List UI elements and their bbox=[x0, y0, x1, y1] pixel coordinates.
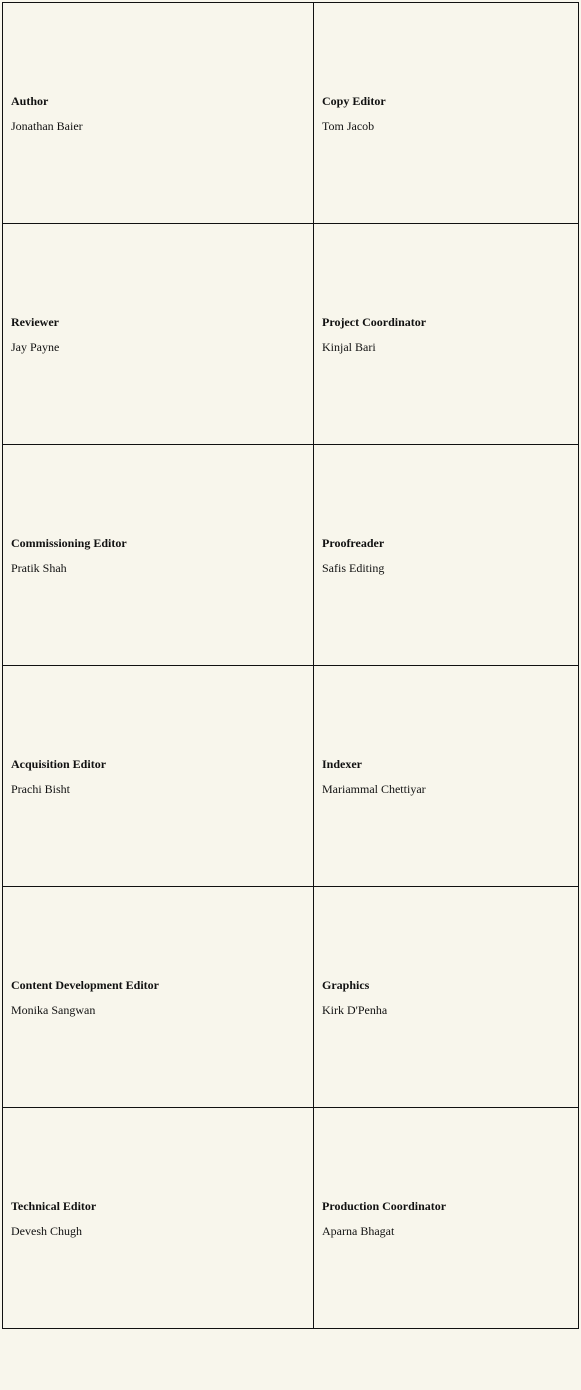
credit-cell bbox=[3, 887, 314, 1108]
credit-cell bbox=[3, 445, 314, 666]
credits-row bbox=[3, 666, 579, 887]
credit-name: Jonathan Baier bbox=[11, 118, 83, 133]
credits-row bbox=[3, 1108, 579, 1329]
credit-cell bbox=[314, 224, 579, 445]
credit-cell bbox=[314, 887, 579, 1108]
credit-cell bbox=[314, 1108, 579, 1329]
credit-cell bbox=[3, 666, 314, 887]
credit-role: Proofreader bbox=[322, 535, 385, 550]
credit-role: Project Coordinator bbox=[322, 314, 427, 329]
credit-name: Jay Payne bbox=[11, 339, 60, 354]
credit-role: Copy Editor bbox=[322, 93, 386, 108]
credit-role: Technical Editor bbox=[11, 1198, 97, 1213]
credit-name: Monika Sangwan bbox=[11, 1002, 96, 1017]
credit-cell bbox=[3, 224, 314, 445]
credit-cell bbox=[3, 3, 314, 224]
credit-role: Indexer bbox=[322, 756, 362, 771]
credit-cell bbox=[314, 666, 579, 887]
credit-cell bbox=[314, 3, 579, 224]
credit-name: Safis Editing bbox=[322, 560, 385, 575]
credit-name: Pratik Shah bbox=[11, 560, 67, 575]
credit-name: Mariammal Chettiyar bbox=[322, 781, 426, 796]
credit-name: Devesh Chugh bbox=[11, 1223, 82, 1238]
credits-row bbox=[3, 887, 579, 1108]
credit-role: Author bbox=[11, 93, 49, 108]
credit-name: Kirk D'Penha bbox=[322, 1002, 388, 1017]
credit-cell bbox=[3, 1108, 314, 1329]
credit-role: Commissioning Editor bbox=[11, 535, 127, 550]
credit-name: Tom Jacob bbox=[322, 118, 375, 133]
credit-role: Production Coordinator bbox=[322, 1198, 447, 1213]
credit-name: Prachi Bisht bbox=[11, 781, 70, 796]
credit-name: Kinjal Bari bbox=[322, 339, 376, 354]
credits-row bbox=[3, 445, 579, 666]
credit-cell bbox=[314, 445, 579, 666]
credit-role: Reviewer bbox=[11, 314, 59, 329]
credit-role: Graphics bbox=[322, 977, 370, 992]
credit-role: Acquisition Editor bbox=[11, 756, 107, 771]
credits-row bbox=[3, 3, 579, 224]
credits-table bbox=[2, 2, 579, 1329]
credits-row bbox=[3, 224, 579, 445]
credit-name: Aparna Bhagat bbox=[322, 1223, 395, 1238]
credit-role: Content Development Editor bbox=[11, 977, 159, 992]
